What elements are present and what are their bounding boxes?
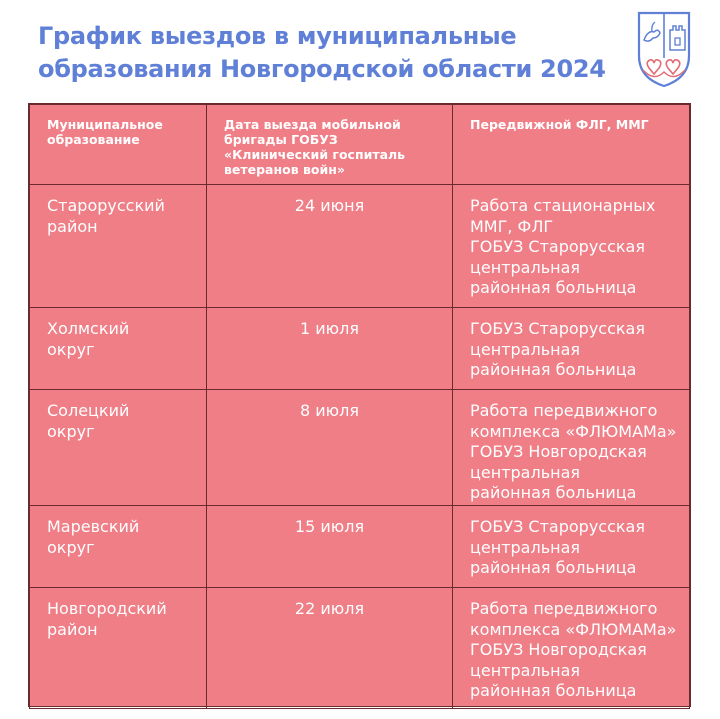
municipality-cell: Холмский округ (30, 308, 207, 390)
header-visit-date: Дата выезда мобильной бригады ГОБУЗ «Клинический госпиталь ветеранов войн» (207, 105, 453, 185)
municipality-cell: Маревский округ (30, 506, 207, 588)
date-cell: 8 июля (207, 390, 453, 506)
table-row (30, 390, 690, 506)
municipality-cell: Старорусский район (30, 185, 207, 308)
service-cell: ГОБУЗ Старорусская центральная районная больница (453, 308, 690, 390)
date-cell: 24 июня (207, 185, 453, 308)
schedule-table-container (28, 103, 691, 707)
municipality-cell: Солецкий округ (30, 390, 207, 506)
page-title-line-1: График выездов в муниципальные (38, 22, 517, 50)
table-row (30, 185, 690, 308)
schedule-table (29, 104, 690, 709)
header-mobile-service: Передвижной ФЛГ, ММГ (453, 105, 690, 185)
date-cell: 15 июля (207, 506, 453, 588)
municipality-cell: Новгородский район (30, 588, 207, 709)
coat-of-arms-icon (636, 10, 692, 88)
page-title-line-2: образования Новгородской области 2024 (38, 55, 606, 83)
service-cell: Работа передвижного комплекса «ФЛЮМАМа» ГОБУЗ Новгородская центральная районная больница (453, 390, 690, 506)
header-municipality: Муниципальное образование (30, 105, 207, 185)
date-cell: 1 июля (207, 308, 453, 390)
page-title (38, 20, 638, 86)
service-cell: Работа передвижного комплекса «ФЛЮМАМа» ГОБУЗ Новгородская центральная районная больница (453, 588, 690, 709)
table-row (30, 588, 690, 709)
table-row (30, 506, 690, 588)
service-cell: ГОБУЗ Старорусская центральная районная больница (453, 506, 690, 588)
date-cell: 22 июля (207, 588, 453, 709)
table-row (30, 308, 690, 390)
service-cell: Работа стационарных ММГ, ФЛГ ГОБУЗ Старорусская центральная районная больница (453, 185, 690, 308)
table-header-row (30, 105, 690, 185)
